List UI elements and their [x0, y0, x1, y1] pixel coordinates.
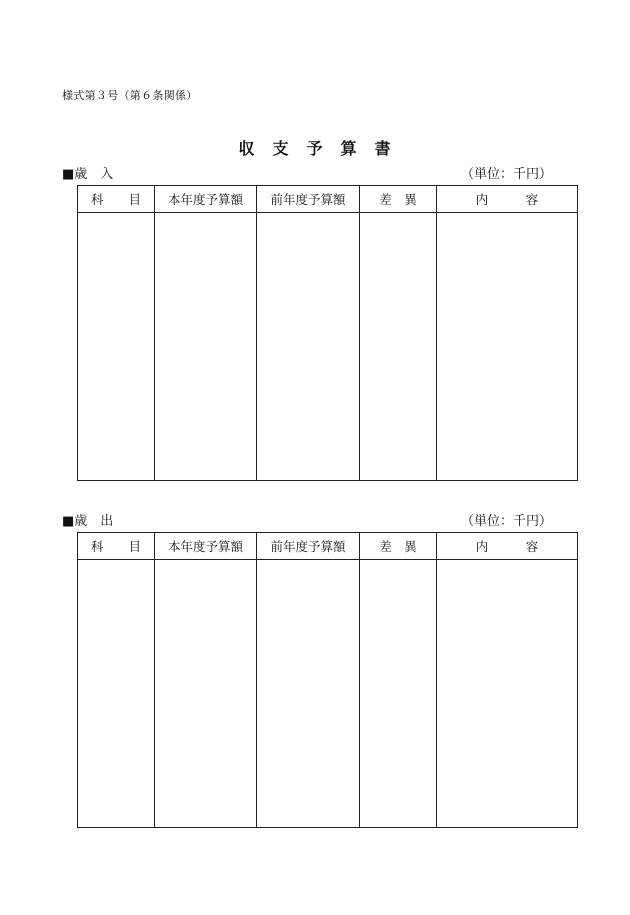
revenue-header-current-budget: 本年度予算額 [155, 186, 257, 213]
expenditure-cell-previous-budget[interactable] [257, 560, 360, 828]
revenue-cell-details[interactable] [437, 213, 578, 481]
expenditure-section-header [62, 510, 552, 528]
expenditure-header-previous-budget: 前年度予算額 [257, 533, 360, 560]
expenditure-header-details: 内 容 [437, 533, 578, 560]
revenue-section-label: ■歳 入 [62, 167, 114, 182]
revenue-cell-previous-budget[interactable] [257, 213, 360, 481]
expenditure-table [77, 532, 578, 828]
expenditure-table-header-row [78, 533, 578, 560]
revenue-header-previous-budget: 前年度予算額 [257, 186, 360, 213]
revenue-cell-item[interactable] [78, 213, 155, 481]
expenditure-cell-item[interactable] [78, 560, 155, 828]
expenditure-header-difference: 差 異 [360, 533, 437, 560]
revenue-table-body-row [78, 213, 578, 481]
revenue-header-details: 内 容 [437, 186, 578, 213]
revenue-cell-current-budget[interactable] [155, 213, 257, 481]
revenue-unit-label: （単位：千円） [460, 167, 552, 182]
form-number: 様式第３号（第６条関係） [62, 89, 198, 102]
expenditure-unit-label: （単位：千円） [460, 514, 552, 529]
expenditure-table-body-row [78, 560, 578, 828]
revenue-cell-difference[interactable] [360, 213, 437, 481]
expenditure-section-label: ■歳 出 [62, 514, 114, 529]
revenue-header-difference: 差 異 [360, 186, 437, 213]
expenditure-header-item: 科 目 [78, 533, 155, 560]
document-title: 収 支 予 算 書 [238, 139, 392, 158]
revenue-header-item: 科 目 [78, 186, 155, 213]
expenditure-cell-difference[interactable] [360, 560, 437, 828]
expenditure-cell-current-budget[interactable] [155, 560, 257, 828]
revenue-section-header [62, 163, 552, 181]
expenditure-cell-details[interactable] [437, 560, 578, 828]
revenue-table-header-row [78, 186, 578, 213]
revenue-table [77, 185, 578, 481]
expenditure-header-current-budget: 本年度予算額 [155, 533, 257, 560]
